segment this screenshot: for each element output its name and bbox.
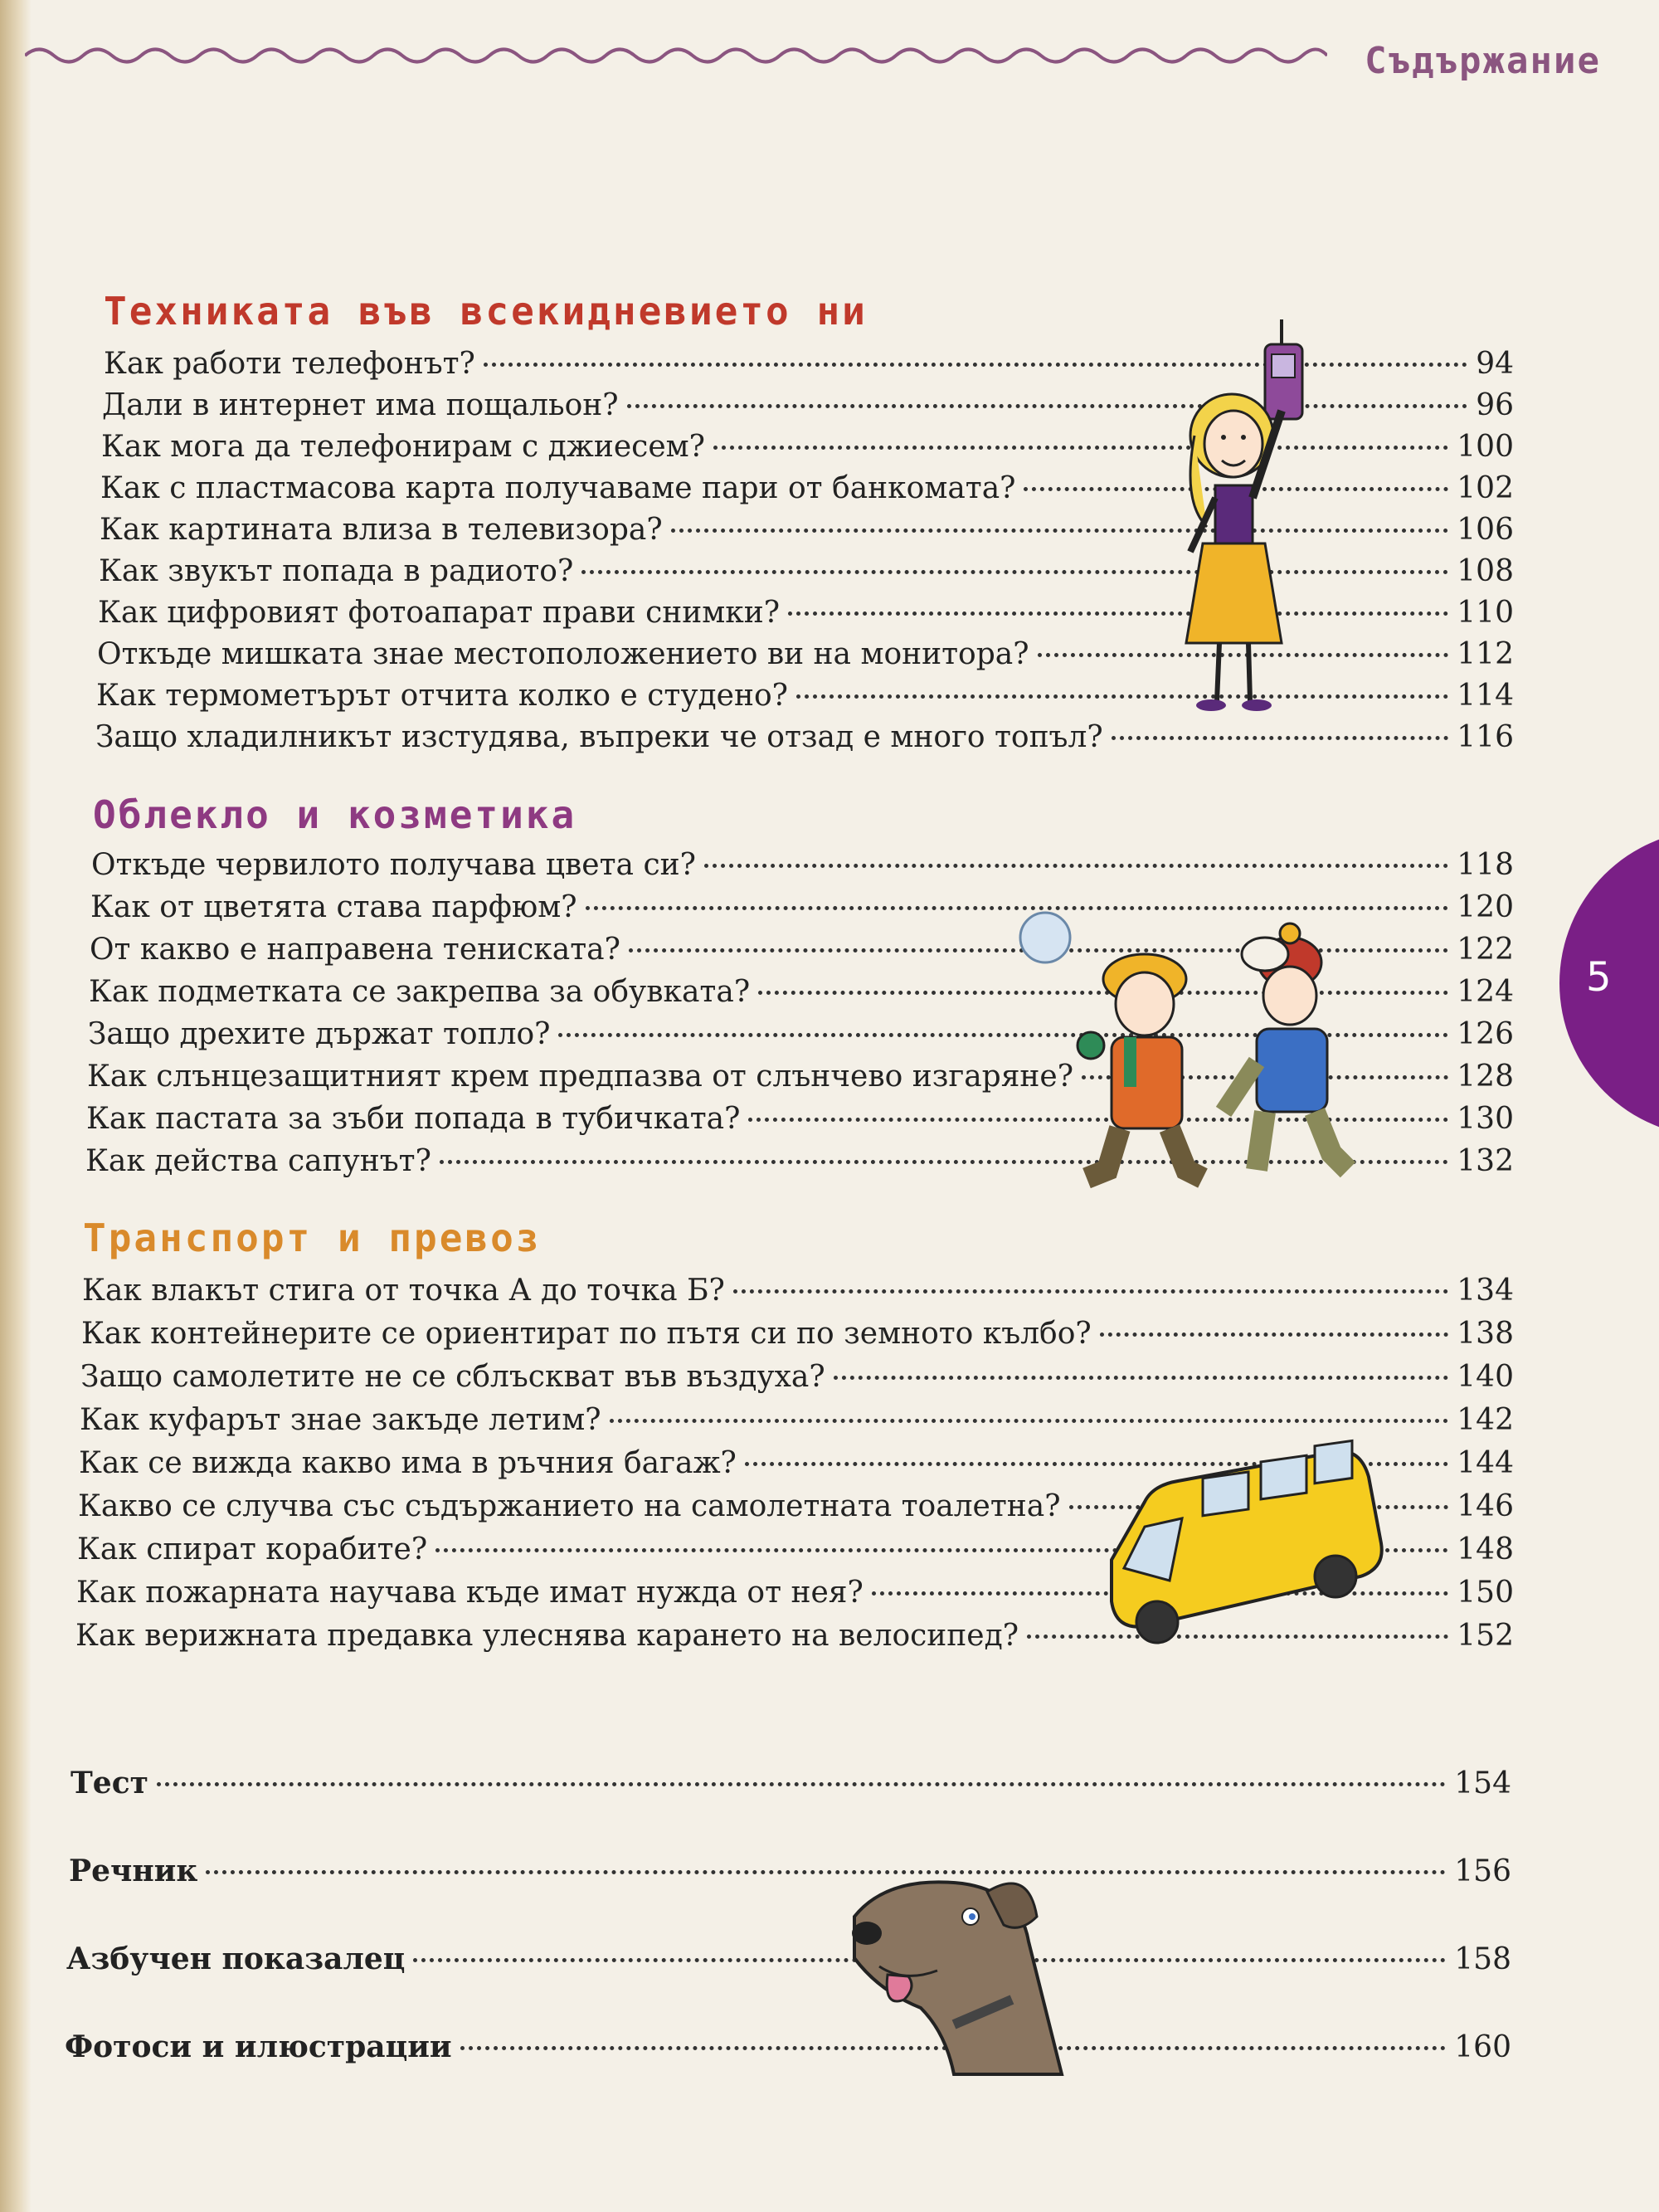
dot-leader <box>788 611 1448 616</box>
toc-entry-page: 126 <box>1457 1017 1514 1051</box>
toc-entry-title: Речник <box>69 1854 198 1888</box>
toc-entry-title: Защо дрехите държат топло? <box>88 1017 551 1051</box>
toc-entry-page: 130 <box>1457 1102 1514 1136</box>
kids-in-winter-illustration <box>1016 904 1414 1195</box>
toc-entry-page: 142 <box>1457 1403 1514 1437</box>
toc-entry-title: Откъде мишката знае местоположението ви на монитора? <box>97 637 1029 671</box>
toc-entry-photos[interactable] <box>65 2029 1511 2069</box>
toc-entry-page: 158 <box>1454 1942 1511 1976</box>
toc-entry-page: 100 <box>1457 430 1514 464</box>
toc-entry-title: Как спират корабите? <box>77 1532 428 1566</box>
toc-entry-title: Как действа сапунът? <box>85 1144 431 1178</box>
toc-entry-page: 144 <box>1457 1446 1514 1480</box>
toc-entry-page: 110 <box>1457 596 1514 630</box>
dot-leader <box>157 1782 1446 1786</box>
toc-entry-page: 150 <box>1457 1576 1514 1610</box>
toc-entry-page: 134 <box>1457 1274 1514 1308</box>
toc-entry-title: Защо хладилникът изстудява, въпреки че отзад е много топъл? <box>95 720 1103 754</box>
toc-entry-title: Как пожарната научава къде имат нужда от нея? <box>76 1576 864 1610</box>
toc-entry-title: Как пастата за зъби попада в тубичката? <box>86 1102 741 1136</box>
toc-entry-page: 114 <box>1457 679 1514 713</box>
toc-entry-page: 124 <box>1457 975 1514 1009</box>
toc-entry-title: Как работи телефонът? <box>104 347 475 381</box>
yellow-bus-illustration <box>1095 1435 1394 1651</box>
toc-entry-title: Как се вижда какво има в ръчния багаж? <box>79 1446 737 1480</box>
toc-entry-title: Какво се случва със съдържанието на самолетната тоалетна? <box>78 1489 1061 1523</box>
section-title-transport: Транспорт и превоз <box>83 1216 542 1260</box>
toc-entry-title: Азбучен показалец <box>66 1942 406 1976</box>
toc-entry-page: 118 <box>1457 848 1514 882</box>
toc-entry-title: Тест <box>71 1766 148 1800</box>
toc-entry-page: 102 <box>1457 471 1514 505</box>
dot-leader <box>206 1870 1446 1874</box>
section-title-technology: Техниката във всекидневието ни <box>104 289 868 334</box>
toc-entry-title: Фотоси и илюстрации <box>65 2029 452 2064</box>
toc-entry-title: Защо самолетите не се сблъскват във въздуха? <box>80 1360 825 1394</box>
girl-with-phone-illustration <box>1157 311 1348 726</box>
toc-entry-page: 132 <box>1457 1144 1514 1178</box>
toc-entry[interactable] <box>91 848 1514 888</box>
header-wave-decoration <box>25 43 1327 68</box>
toc-entry-test[interactable] <box>71 1766 1511 1805</box>
toc-entry-index[interactable] <box>66 1942 1511 1981</box>
toc-entry[interactable] <box>80 1360 1514 1400</box>
toc-entry-page: 160 <box>1454 2030 1511 2064</box>
page-header-title: Съдържание <box>1365 40 1601 82</box>
toc-entry-title: Откъде червилото получава цвета си? <box>91 848 696 882</box>
toc-entry-page: 154 <box>1454 1766 1511 1800</box>
toc-entry-title: Как слънцезащитният крем предпазва от слънчево изгаряне? <box>87 1060 1074 1094</box>
dot-leader <box>796 694 1448 699</box>
toc-entry[interactable] <box>95 720 1514 760</box>
dot-leader <box>610 1419 1449 1423</box>
toc-entry-page: 96 <box>1476 388 1514 422</box>
toc-entry-title: От какво е направена тениската? <box>90 933 620 967</box>
toc-entry-page: 112 <box>1457 637 1514 671</box>
toc-entry[interactable] <box>81 1317 1514 1357</box>
toc-entry-title: Как с пластмасова карта получаваме пари от банкомата? <box>100 471 1016 505</box>
section-title-clothing: Облекло и козметика <box>93 792 577 837</box>
toc-entry-title: Как куфарът знае закъде летим? <box>80 1403 601 1437</box>
toc-entry-title: Как влакът стига от точка А до точка Б? <box>82 1274 725 1308</box>
toc-entry-title: Как от цветята става парфюм? <box>90 890 577 924</box>
toc-entry-page: 122 <box>1457 933 1514 967</box>
toc-entry-page: 108 <box>1457 554 1514 588</box>
toc-entry-title: Как контейнерите се ориентират по пътя си по земното кълбо? <box>81 1317 1092 1351</box>
toc-entry-page: 128 <box>1457 1060 1514 1094</box>
toc-entry-page: 156 <box>1454 1854 1511 1888</box>
dot-leader <box>1112 736 1449 740</box>
toc-entry-title: Как подметката се закрепва за обувката? <box>89 975 751 1009</box>
toc-entry-title: Как мога да телефонирам с джиесем? <box>101 430 705 464</box>
toc-entry-title: Как цифровият фотоапарат прави снимки? <box>98 596 781 630</box>
toc-entry-title: Как верижната предавка улеснява карането на велосипед? <box>75 1619 1019 1653</box>
dog-illustration <box>838 1867 1087 2083</box>
book-binding <box>0 0 32 2212</box>
chapter-number: 5 <box>1586 954 1612 1001</box>
toc-entry-page: 140 <box>1457 1360 1514 1394</box>
toc-entry-page: 120 <box>1457 890 1514 924</box>
toc-entry-page: 116 <box>1457 720 1514 754</box>
toc-entry-page: 148 <box>1457 1532 1514 1566</box>
toc-entry-title: Как звукът попада в радиото? <box>99 554 574 588</box>
toc-entry-dictionary[interactable] <box>69 1854 1511 1893</box>
toc-entry-page: 94 <box>1476 347 1514 381</box>
toc-entry-page: 152 <box>1457 1619 1514 1653</box>
toc-entry-page: 138 <box>1457 1317 1514 1351</box>
toc-entry-title: Дали в интернет има пощальон? <box>102 388 619 422</box>
dot-leader <box>704 864 1448 868</box>
dot-leader <box>1100 1333 1449 1337</box>
toc-entry[interactable] <box>82 1274 1514 1313</box>
dot-leader <box>733 1289 1448 1294</box>
dot-leader <box>834 1376 1449 1380</box>
toc-entry-title: Как термометърът отчита колко е студено? <box>96 679 788 713</box>
toc-entry-title: Как картината влиза в телевизора? <box>100 513 663 547</box>
toc-entry-page: 106 <box>1457 513 1514 547</box>
toc-entry-page: 146 <box>1457 1489 1514 1523</box>
